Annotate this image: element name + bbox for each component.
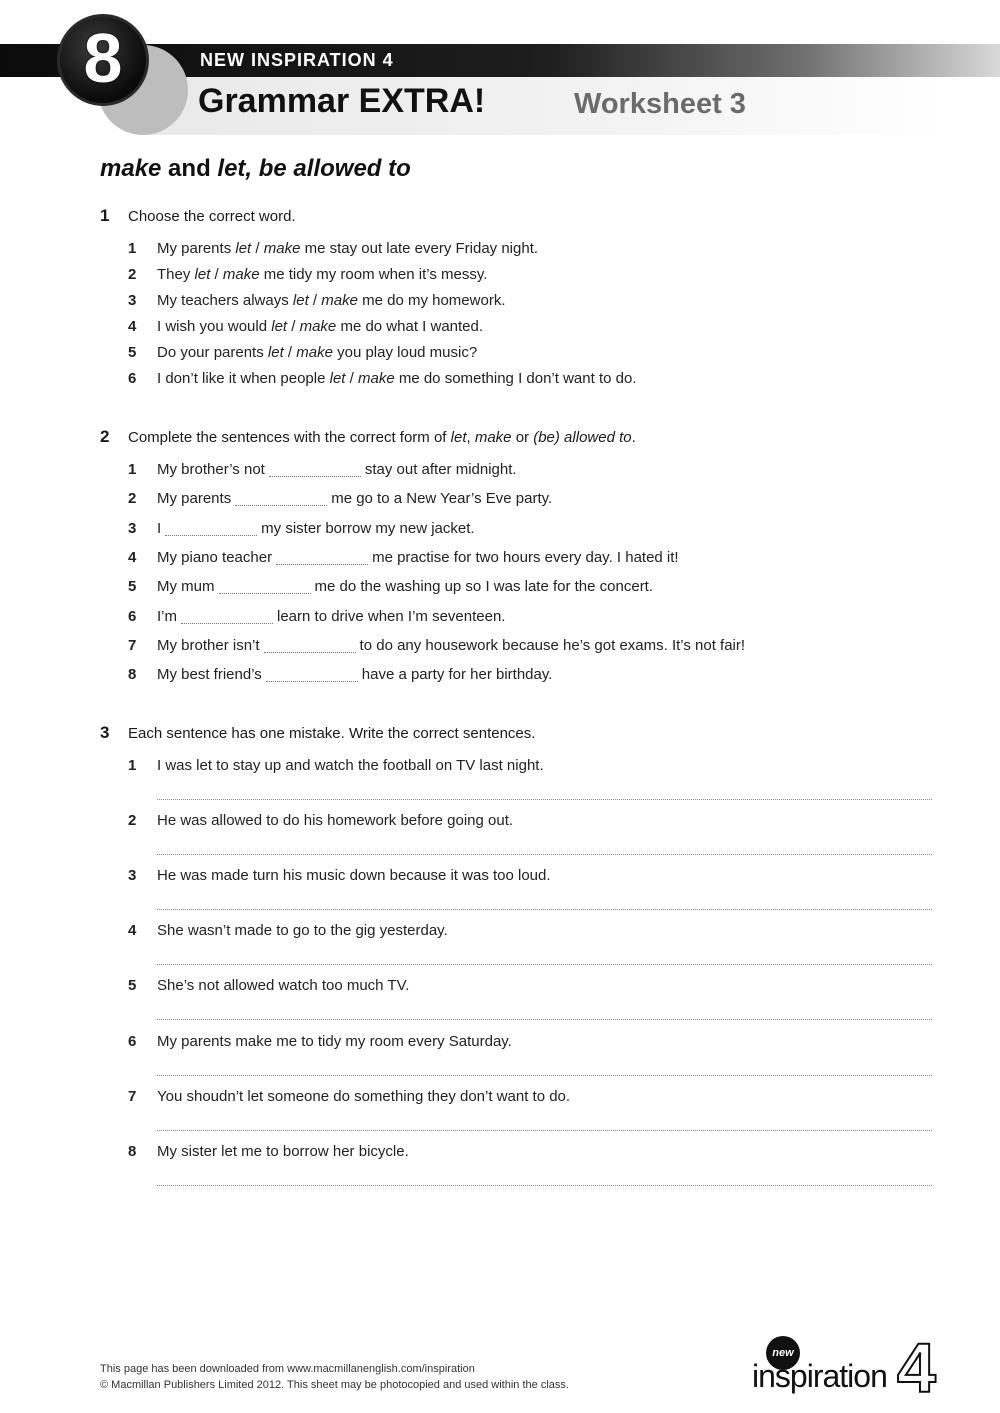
choice-make[interactable]: make: [296, 344, 333, 361]
sentence-start: They: [157, 266, 195, 283]
choice-separator: /: [283, 344, 297, 361]
item-number: 5: [128, 977, 137, 995]
item-text: [157, 344, 477, 361]
item-text: My sister let me to borrow her bicycle.: [157, 1142, 409, 1160]
choice-let[interactable]: let: [267, 344, 284, 361]
sentence-start: I don’t like it when people: [157, 370, 330, 387]
answer-gap[interactable]: [269, 462, 361, 477]
item-number: 5: [128, 344, 137, 361]
instruction-allowed: (be) allowed to: [533, 429, 632, 446]
sentence-end: me do the washing up so I was late for the concert.: [314, 578, 654, 596]
logo-new-badge: new: [766, 1336, 800, 1370]
footer-download-note: This page has been downloaded from www.macmillanenglish.com/inspiration: [100, 1363, 475, 1375]
sentence-start: My best friend’s: [157, 666, 262, 684]
topic-and: and: [161, 155, 218, 182]
choice-make[interactable]: make: [321, 292, 358, 309]
sentence-end: me stay out late every Friday night.: [300, 240, 539, 257]
exercise-instruction: Each sentence has one mistake. Write the correct sentences.: [128, 725, 536, 742]
item-text: [157, 549, 679, 566]
sentence-start: My parents: [157, 240, 236, 257]
inspiration-logo: [752, 1329, 952, 1407]
item-text: [157, 637, 745, 654]
item-text: [157, 240, 538, 257]
item-text: [157, 370, 636, 387]
exercise-number: 2: [100, 427, 110, 446]
sentence-end: me do my homework.: [357, 292, 506, 309]
sentence-start: My mum: [157, 578, 215, 596]
answer-line[interactable]: [157, 1185, 932, 1186]
sentence-start: My teachers always: [157, 292, 293, 309]
footer: [100, 1361, 569, 1393]
sentence-start: I: [157, 519, 162, 537]
item-text: [157, 461, 517, 478]
choice-separator: /: [308, 292, 322, 309]
item-number: 1: [128, 240, 137, 257]
sentence-end: me do something I don’t want to do.: [394, 370, 637, 387]
item-text: [157, 520, 475, 537]
sentence-start: I’m: [157, 607, 177, 625]
instruction-make: make: [474, 429, 512, 446]
topic-heading: [100, 155, 411, 183]
item-number: 3: [128, 867, 137, 885]
instruction-let: let: [450, 429, 467, 446]
sentence-end: learn to drive when I’m seventeen.: [277, 607, 506, 625]
page-title: Grammar EXTRA!: [198, 82, 486, 120]
answer-gap[interactable]: [264, 638, 356, 653]
choice-make[interactable]: make: [263, 240, 301, 257]
choice-separator: /: [287, 318, 300, 335]
topic-make: make: [100, 155, 162, 182]
sentence-end: my sister borrow my new jacket.: [261, 519, 475, 537]
item-number: 1: [128, 461, 137, 478]
choice-separator: /: [210, 266, 223, 283]
answer-gap[interactable]: [266, 667, 358, 682]
answer-line[interactable]: [157, 1130, 932, 1131]
sentence-end: me practise for two hours every day. I hated it!: [372, 548, 679, 566]
sentence-start: My parents: [157, 490, 232, 508]
item-text: She wasn’t made to go to the gig yesterday.: [157, 922, 448, 940]
item-text: He was allowed to do his homework before going out.: [157, 812, 514, 830]
sentence-start: My brother isn’t: [157, 636, 260, 654]
item-number: 6: [128, 370, 137, 387]
item-text: She’s not allowed watch too much TV.: [157, 977, 410, 995]
item-number: 7: [128, 1087, 137, 1105]
sentence-start: I wish you would: [157, 318, 272, 335]
sentence-end: stay out after midnight.: [364, 461, 517, 478]
sentence-end: me tidy my room when it’s messy.: [259, 266, 488, 283]
item-number: 2: [128, 266, 137, 283]
answer-line[interactable]: [157, 799, 932, 800]
choice-make[interactable]: make: [222, 266, 260, 283]
item-number: 4: [128, 318, 137, 335]
item-number: 4: [128, 922, 137, 940]
instruction-comma: ,: [466, 429, 475, 446]
item-text: [157, 318, 483, 335]
choice-separator: /: [251, 240, 264, 257]
answer-gap[interactable]: [181, 609, 273, 624]
answer-line[interactable]: [157, 909, 932, 910]
item-text: [157, 266, 487, 283]
unit-number: 8: [83, 19, 123, 97]
item-text: My parents make me to tidy my room every Saturday.: [157, 1032, 512, 1050]
item-text: [157, 608, 505, 625]
logo-wordmark: inspiration: [752, 1358, 887, 1394]
choice-make[interactable]: make: [299, 318, 337, 335]
item-number: 6: [128, 607, 137, 625]
sentence-end: you play loud music?: [332, 344, 478, 361]
exercise-number: 3: [100, 723, 110, 742]
choice-make[interactable]: make: [357, 370, 395, 387]
item-text: [157, 578, 653, 595]
item-number: 2: [128, 812, 137, 830]
instruction-text: Complete the sentences with the correct form of: [128, 429, 451, 446]
instruction-or: or: [511, 429, 534, 446]
worksheet-label: Worksheet 3: [574, 88, 746, 120]
item-number: 1: [128, 757, 137, 774]
item-number: 5: [128, 578, 137, 596]
answer-line[interactable]: [157, 1075, 932, 1076]
item-number: 3: [128, 292, 137, 309]
answer-gap[interactable]: [276, 550, 368, 565]
item-text: I was let to stay up and watch the football on TV last night.: [157, 757, 544, 774]
choice-let[interactable]: let: [194, 266, 211, 283]
answer-line[interactable]: [157, 964, 932, 965]
sentence-end: me do what I wanted.: [336, 318, 484, 335]
choice-let[interactable]: let: [271, 318, 288, 335]
answer-gap[interactable]: [165, 521, 257, 536]
choice-let[interactable]: let: [329, 370, 346, 387]
footer-copyright: © Macmillan Publishers Limited 2012. This sheet may be photocopied and used within the class.: [100, 1379, 569, 1391]
exercise-number: 1: [100, 206, 110, 225]
answer-line[interactable]: [157, 854, 932, 855]
choice-let[interactable]: let: [292, 292, 309, 309]
item-text: [157, 666, 552, 683]
instruction-end: .: [631, 429, 636, 446]
item-number: 4: [128, 548, 137, 566]
choice-separator: /: [345, 370, 358, 387]
sentence-start: My brother’s not: [157, 461, 265, 478]
item-text: You shoudn’t let someone do something they don’t want to do.: [157, 1087, 571, 1105]
item-text: He was made turn his music down because it was too loud.: [157, 867, 551, 885]
answer-line[interactable]: [157, 1019, 932, 1020]
sentence-end: to do any housework because he’s got exams. It’s not fair!: [359, 636, 746, 654]
sentence-start: My piano teacher: [157, 548, 273, 566]
item-text: [157, 292, 505, 309]
exercise-instruction: Choose the correct word.: [128, 208, 296, 225]
sentence-end: have a party for her birthday.: [361, 666, 553, 684]
exercise-instruction: [128, 429, 636, 446]
sentence-start: Do your parents: [157, 344, 268, 361]
item-number: 7: [128, 636, 137, 654]
answer-gap[interactable]: [235, 491, 327, 506]
sentence-end: me go to a New Year’s Eve party.: [331, 490, 553, 508]
item-number: 8: [128, 1142, 137, 1160]
item-number: 3: [128, 519, 137, 537]
series-name: NEW INSPIRATION 4: [200, 50, 394, 70]
item-number: 6: [128, 1032, 137, 1050]
item-number: 8: [128, 666, 137, 684]
choice-let[interactable]: let: [235, 240, 252, 257]
logo-number: 4: [897, 1329, 936, 1407]
answer-gap[interactable]: [219, 579, 311, 594]
item-text: [157, 490, 552, 507]
topic-let: let, be allowed to: [217, 155, 411, 182]
item-number: 2: [128, 490, 137, 508]
